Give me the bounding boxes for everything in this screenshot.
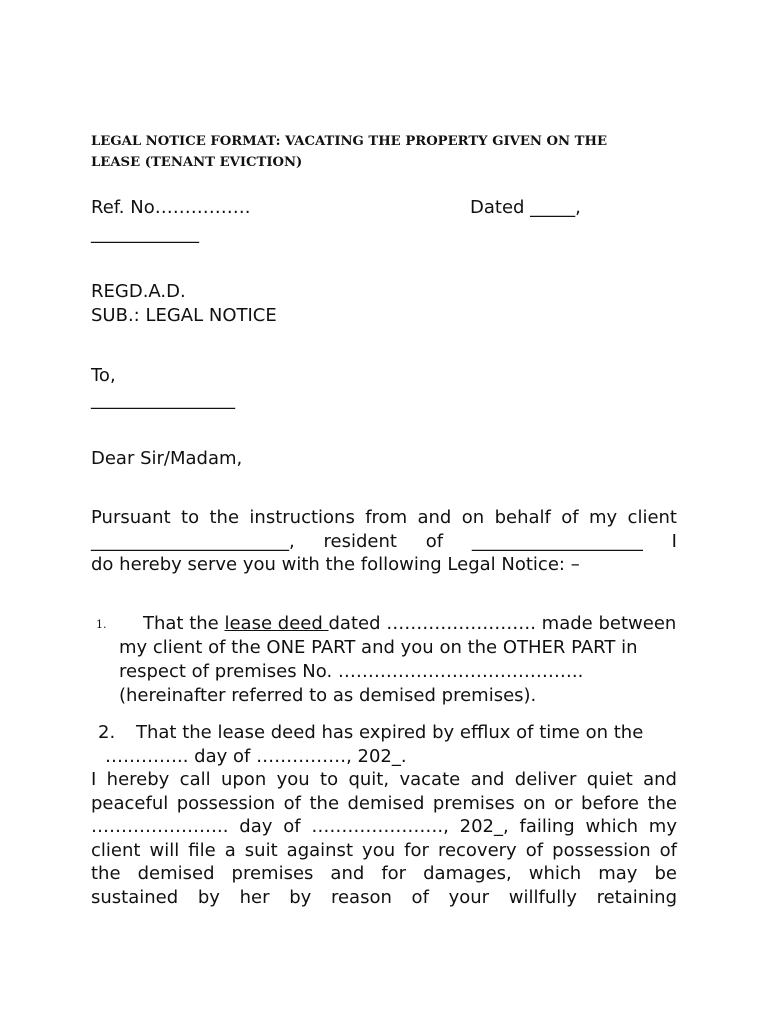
item-1-line-3: respect of premises No. …………………………………..	[119, 661, 584, 682]
item-2-line-1: That the lease deed has expired by efflux of time on the	[136, 722, 644, 743]
demand-line-3: ………………….. day of …………………., 202_, failing which my	[91, 816, 677, 837]
dated-field: Dated _____,	[470, 197, 581, 218]
recipient-blank: ________________	[91, 389, 235, 410]
ref-number: Ref. No…………….	[91, 197, 251, 218]
item-1-first-line	[143, 612, 676, 636]
intro-line-1: Pursuant to the instructions from and on behalf of my client	[91, 507, 677, 528]
demand-line-5: the demised premises and for damages, which may be	[91, 863, 677, 884]
subject-line: SUB.: LEGAL NOTICE	[91, 305, 277, 326]
intro-line-3: do hereby serve you with the following Legal Notice: –	[91, 554, 580, 575]
to-label: To,	[91, 365, 116, 386]
regd-label: REGD.A.D.	[91, 281, 186, 302]
demand-line-4: client will file a suit against you for recovery of possession of	[91, 840, 677, 861]
title-line-2: LEASE (TENANT EVICTION)	[91, 155, 303, 170]
item-2-number: 2.	[98, 722, 116, 743]
item-2-line-2: ………….. day of ……………, 202_.	[105, 746, 407, 767]
item-1-pre: That the	[143, 613, 225, 634]
title-line-1: LEGAL NOTICE FORMAT: VACATING THE PROPERTY GIVEN ON THE	[91, 134, 608, 149]
salutation: Dear Sir/Madam,	[91, 448, 243, 469]
document-title	[91, 131, 691, 173]
item-1-number: 1.	[96, 618, 107, 631]
item-1-line-4: (hereinafter referred to as demised premises).	[119, 685, 537, 706]
intro-line-2: ______________________, resident of ___________________ I	[91, 531, 677, 552]
date-blank: ____________	[91, 223, 199, 244]
item-1-line-2: my client of the ONE PART and you on the OTHER PART in	[119, 637, 638, 658]
demand-line-1: I hereby call upon you to quit, vacate and deliver quiet and	[91, 769, 677, 790]
lease-deed-link[interactable]: lease deed	[224, 613, 329, 634]
demand-line-2: peaceful possession of the demised premises on or before the	[91, 793, 677, 814]
item-1-post: dated ……………………. made between	[328, 613, 677, 634]
demand-line-6: sustained by her by reason of your willfully retaining	[91, 887, 677, 908]
